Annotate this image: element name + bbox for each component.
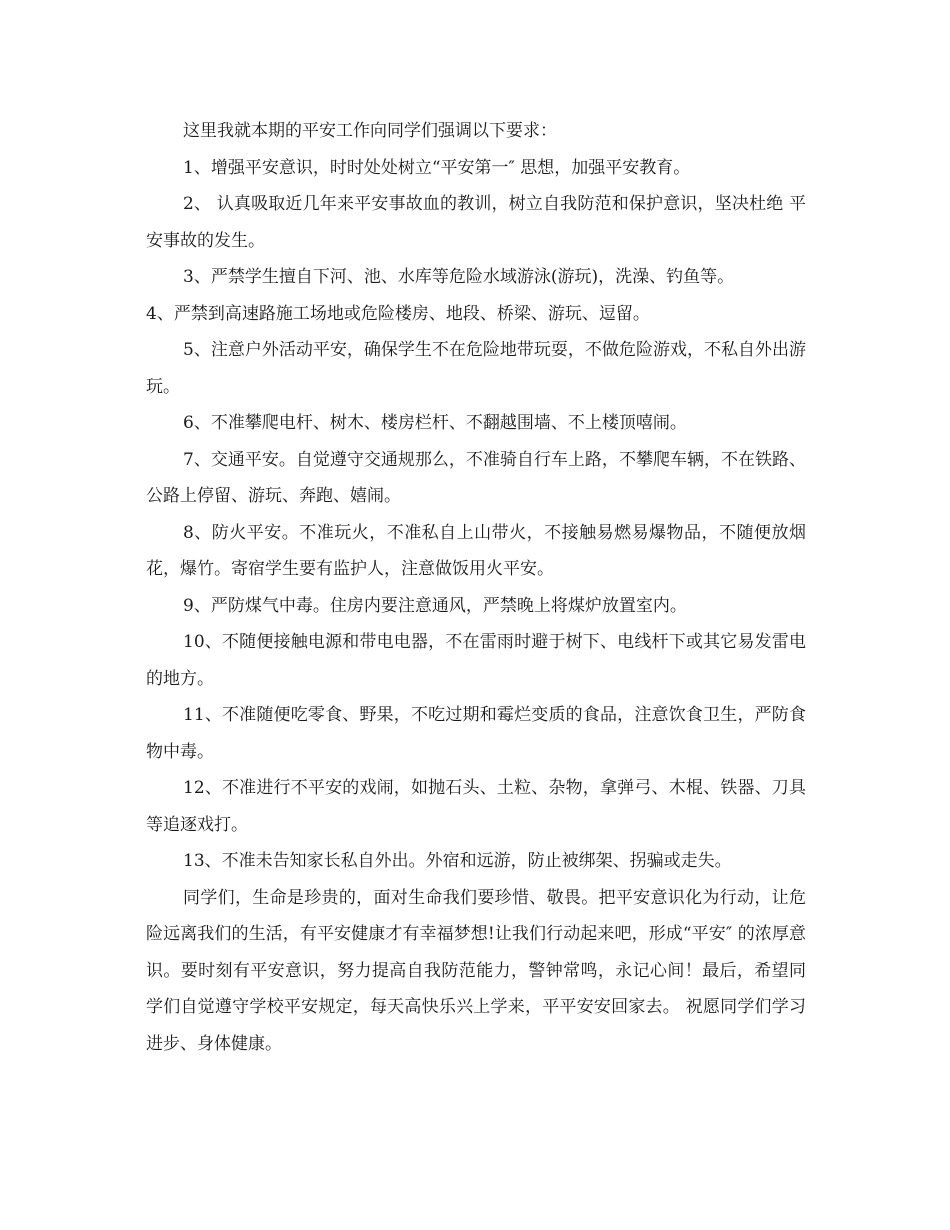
paragraph-intro: 这里我就本期的平安工作向同学们强调以下要求： (183, 121, 557, 141)
paragraph-item-13: 13、不准未告知家长私自外出。外宿和远游，防止被绑架、拐骗或走失。 (183, 851, 732, 871)
paragraph-item-3: 3、严禁学生擅自下河、池、水库等危险水域游泳(游玩)，洗澡、钓鱼等。 (183, 267, 735, 287)
paragraph-item-9: 9、严防煤气中毒。住房内要注意通风，严禁晚上将煤炉放置室内。 (183, 595, 687, 616)
paragraph-item-11: 11、不准随便吃零食、野果，不吃过期和霉烂变质的食品，注意饮食卫生，严防食物中毒。 (146, 705, 806, 762)
document-body (146, 113, 806, 1062)
paragraph-item-10: 10、不随便接触电源和带电电器，不在雷雨时避于树下、电线杆下或其它易发雷电的地方。 (146, 632, 806, 689)
paragraph-item-2: 2、 认真吸取近几年来平安事故血的教训，树立自我防范和保护意识，坚决杜绝 平安事故的发生。 (146, 194, 806, 251)
paragraph-item-7: 7、交通平安。自觉遵守交通规那么，不准骑自行车上路，不攀爬车辆，不在铁路、公路上停留、游玩、奔跑、嬉闹。 (146, 449, 806, 506)
paragraph-item-12: 12、不准进行不平安的戏闹，如抛石头、土粒、杂物，拿弹弓、木棍、铁器、刀具等追逐戏打。 (146, 778, 806, 835)
paragraph-item-5: 5、注意户外活动平安，确保学生不在危险地带玩耍，不做危险游戏，不私自外出游玩。 (146, 340, 806, 397)
paragraph-item-8: 8、防火平安。不准玩火，不准私自上山带火，不接触易燃易爆物品，不随便放烟花，爆竹。寄宿学生要有监护人，注意做饭用火平安。 (146, 522, 806, 579)
paragraph-item-6: 6、不准攀爬电杆、树木、楼房栏杆、不翻越围墙、不上楼顶嘻闹。 (183, 413, 687, 433)
paragraph-item-4: 4、严禁到高速路施工场地或危险楼房、地段、桥梁、游玩、逗留。 (146, 303, 650, 324)
paragraph-item-1: 1、增强平安意识，时时处处树立“平安第一″ 思想，加强平安教育。 (183, 157, 691, 178)
paragraph-closing: 同学们，生命是珍贵的，面对生命我们要珍惜、敬畏。把平安意识化为行动，让危险远离我们的生活，有平安健康才有幸福梦想!让我们行动起来吧，形成“平安″ 的浓厚意识。要时刻有平安意识，努力提高自我防范能力，警钟常鸣，永记心间！最后，希望同学们自觉遵守学校平安规定，每天高快乐兴上学来，平平安安回家去。 祝愿同学们学习进步、身体健康。 (146, 887, 806, 1054)
